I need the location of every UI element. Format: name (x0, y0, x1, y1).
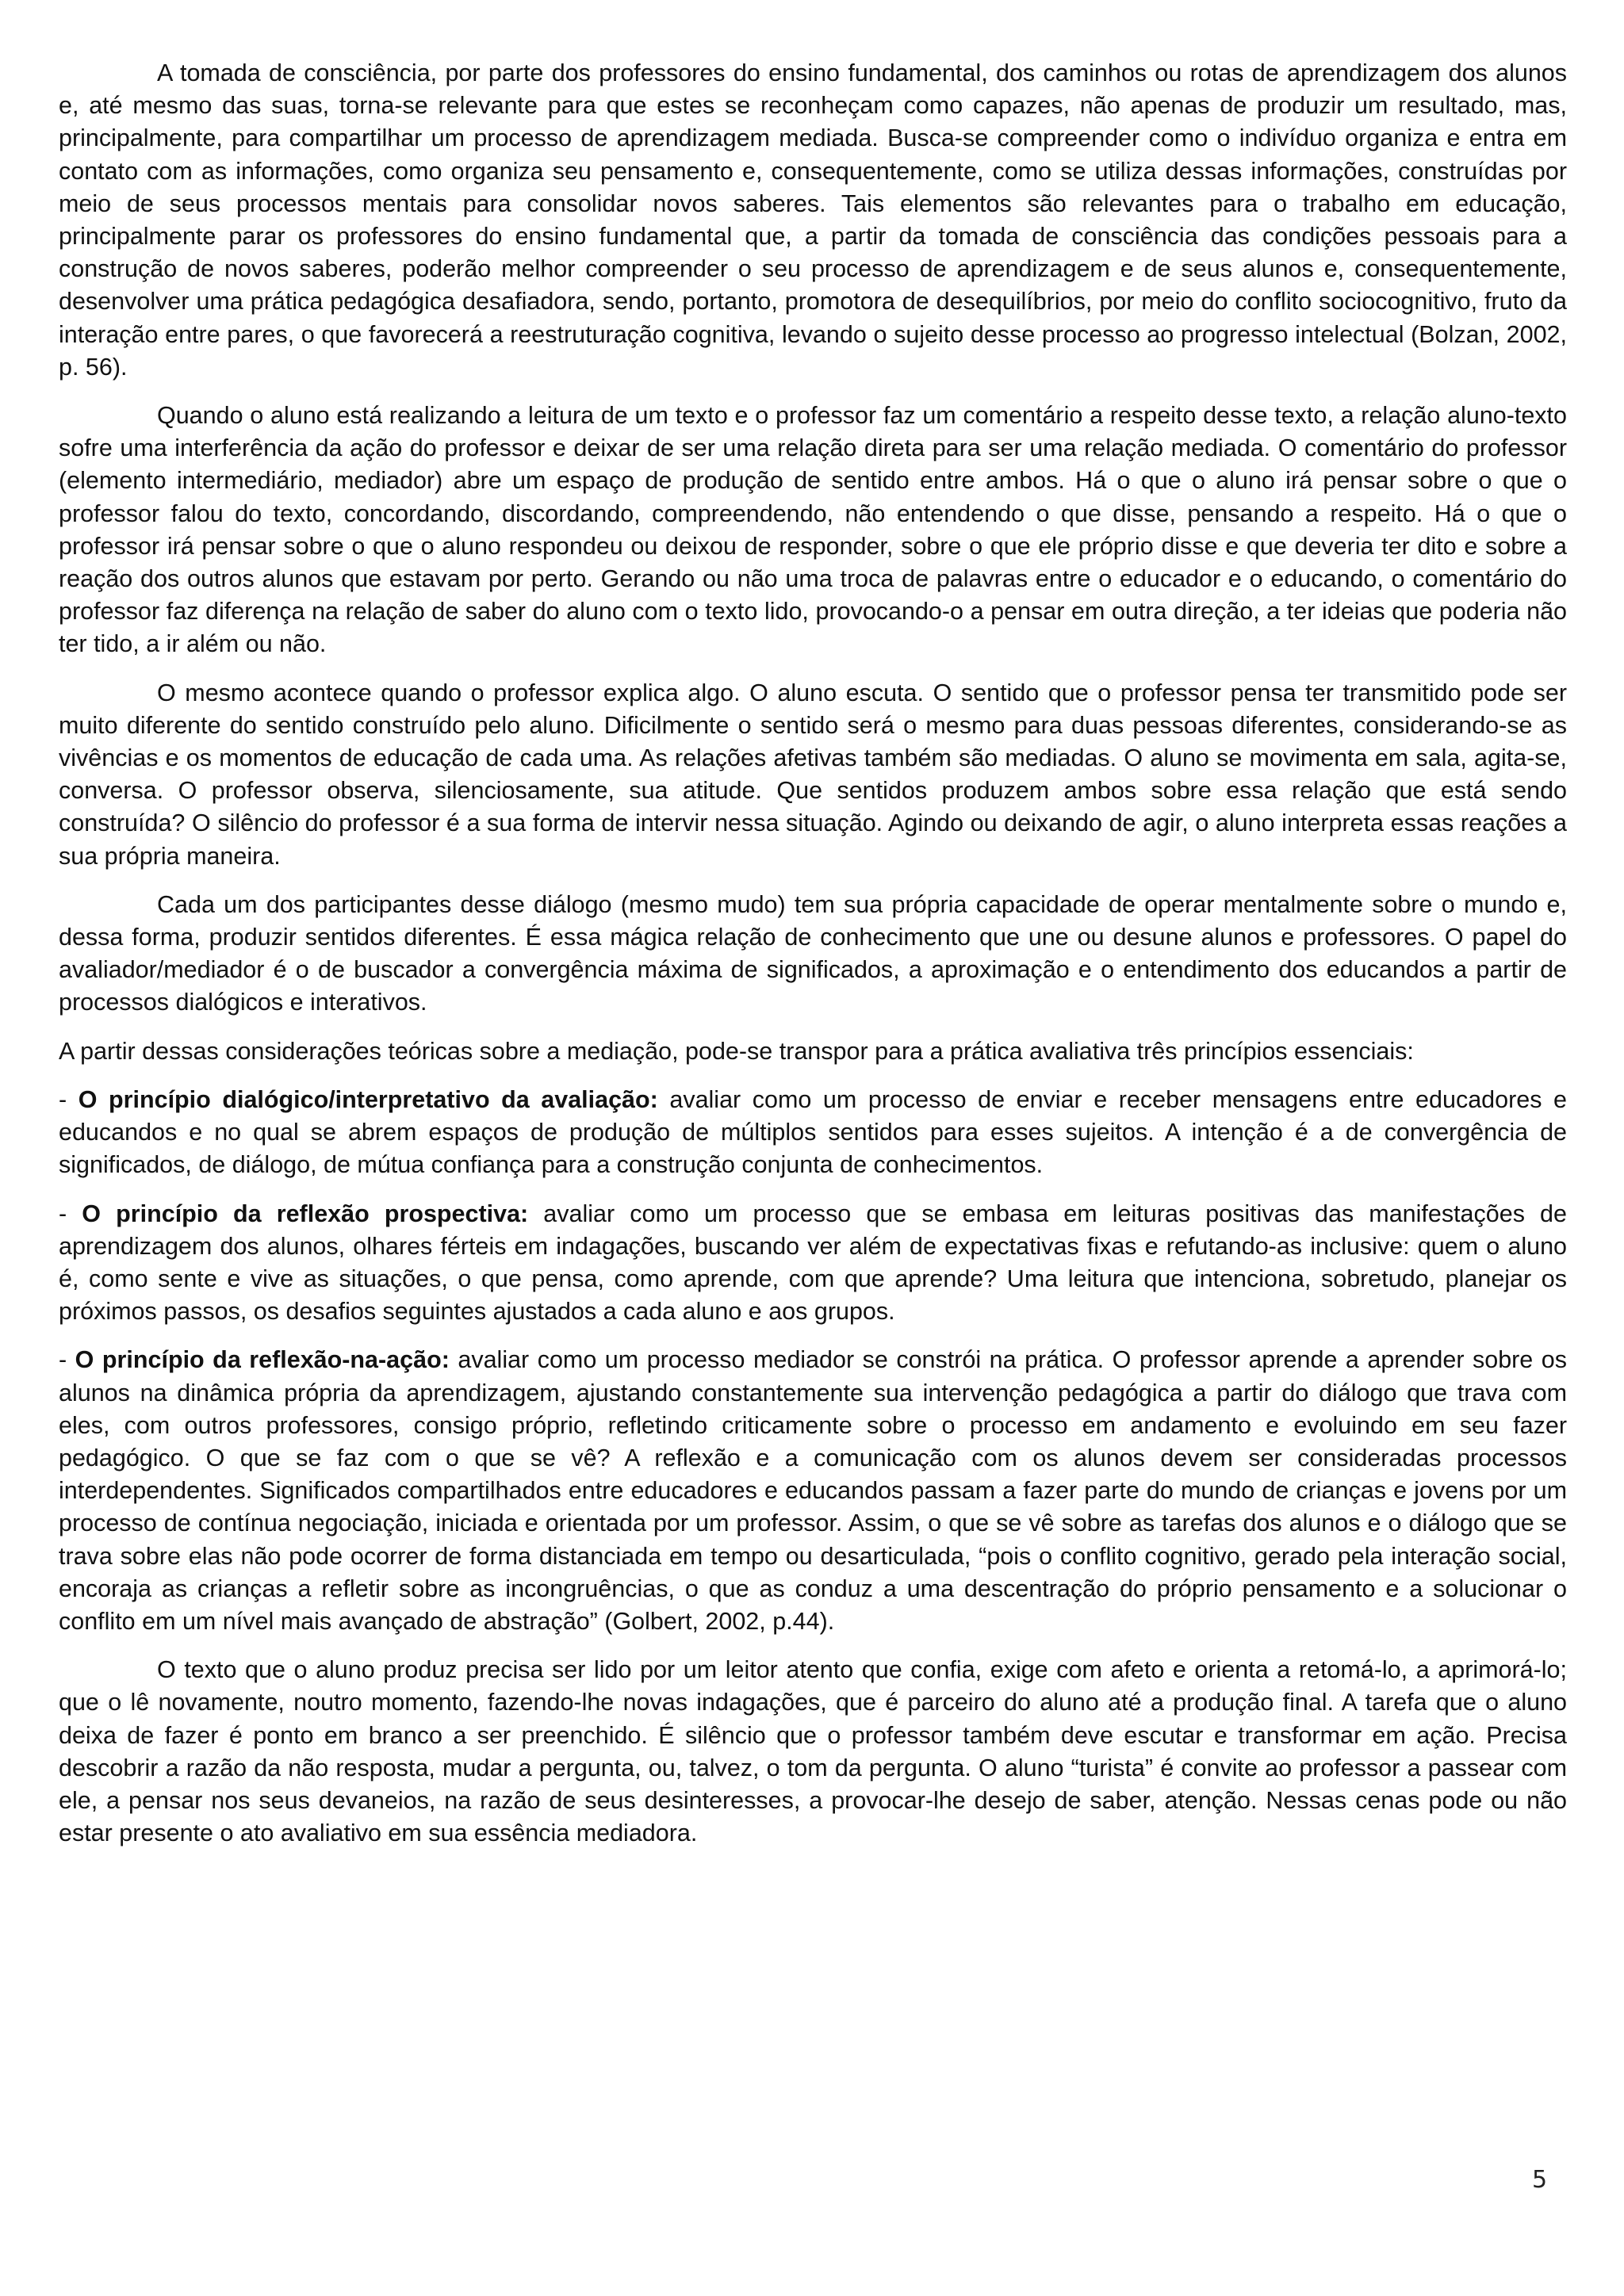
principle-reflexao-prospectiva (59, 1198, 1567, 1329)
principle-title: O princípio da reflexão-na-ação: (75, 1346, 450, 1374)
paragraph-texto-do-aluno (59, 1654, 1567, 1850)
page-number: 5 (1532, 2166, 1548, 2194)
paragraph-professor-explica (59, 677, 1567, 873)
paragraph-text: Quando o aluno está realizando a leitura de um texto e o professor faz um comentário a respeito desse texto, a relação aluno-texto sofre uma interferência da ação do professor e deixar de ser uma relação direta para ser uma relação mediada. O comentário do professor (elemento intermediário, mediador) abre um espaço de produção de sentido entre ambos. Há o que o aluno irá pensar sobre o que o professor falou do texto, concordando, discordando, compreendendo, não entendendo o que disse, pensando a respeito. Há o que o professor irá pensar sobre o que o aluno respondeu ou deixou de responder, sobre o que ele próprio disse e que deveria ter dito e sobre a reação dos outros alunos que estavam por perto. Gerando ou não uma troca de palavras entre o educador e o educando, o comentário do professor faz diferença na relação de saber do aluno com o texto lido, provocando-o a pensar em outra direção, a ter ideias que poderia não ter tido, a ir além ou não. (59, 402, 1567, 658)
paragraph-text: O texto que o aluno produz precisa ser lido por um leitor atento que confia, exige com afeto e orienta a retomá-lo, a aprimorá-lo; que o lê novamente, noutro momento, fazendo-lhe novas indagações, que é parceiro do aluno até a produção final. A tarefa que o aluno deixa de fazer é ponto em branco a ser preenchido. É silêncio que o professor também deve escutar e transformar em ação. Precisa descobrir a razão da não resposta, mudar a pergunta, ou, talvez, o tom da pergunta. O aluno “turista” é convite ao professor a passear com ele, a pensar nos seus devaneios, na razão de seus desinteresses, a provocar-lhe desejo de saber, atenção. Nessas cenas pode ou não estar presente o ato avaliativo em sua essência mediadora. (59, 1656, 1567, 1847)
principle-text: avaliar como um processo que se embasa em leituras positivas das manifestações de aprendizagem dos alunos, olhares férteis em indagações, buscando ver além de expectativas fixas e refutando-as inclusive: quem o aluno é, como sente e vive as situações, o que pensa, como aprende, com que aprende? Uma leitura que intenciona, sobretudo, planejar os próximos passos, os desafios seguintes ajustados a cada aluno e aos grupos. (59, 1200, 1567, 1326)
principle-dialogico (59, 1084, 1567, 1182)
paragraph-text: A tomada de consciência, por parte dos professores do ensino fundamental, dos caminhos ou rotas de aprendizagem dos alunos e, até mesmo das suas, torna-se relevante para que estes se reconheçam como capazes, não apenas de produzir um resultado, mas, principalmente, para compartilhar um processo de aprendizagem mediada. Busca-se compreender como o indivíduo organiza e entra em contato com as informações, como organiza seu pensamento e, consequentemente, como se utiliza dessas informações, construídas por meio de seus processos mentais para consolidar novos saberes. Tais elementos são relevantes para o trabalho em educação, principalmente parar os professores do ensino fundamental que, a partir da tomada de consciência das condições pessoais para a construção de novos saberes, poderão melhor compreender o seu processo de aprendizagem e de seus alunos e, consequentemente, desenvolver uma prática pedagógica desafiadora, sendo, portanto, promotora de desequilíbrios, por meio do conflito sociocognitivo, fruto da interação entre pares, o que favorecerá a reestruturação cognitiva, levando o sujeito desse processo ao progresso intelectual (Bolzan, 2002, p. 56). (59, 59, 1567, 381)
paragraph-text: O mesmo acontece quando o professor explica algo. O aluno escuta. O sentido que o professor pensa ter transmitido pode ser muito diferente do sentido construído pelo aluno. Dificilmente o sentido será o mesmo para duas pessoas diferentes, considerando-se as vivências e os momentos de educação de cada uma. As relações afetivas também são mediadas. O aluno se movimenta em sala, agita-se, conversa. O professor observa, silenciosamente, sua atitude. Que sentidos produzem ambos sobre essa relação que está sendo construída? O silêncio do professor é a sua forma de intervir nessa situação. Agindo ou deixando de agir, o aluno interpreta essas reações a sua própria maneira. (59, 679, 1567, 870)
paragraph-participantes-dialogo (59, 889, 1567, 1020)
bullet-dash: - (59, 1200, 82, 1227)
paragraph-text: A partir dessas considerações teóricas sobre a mediação, pode-se transpor para a prática avaliativa três princípios essenciais: (59, 1037, 1414, 1065)
paragraph-leitura-de-texto (59, 400, 1567, 661)
paragraph-tres-principios (59, 1035, 1567, 1068)
principle-reflexao-na-acao (59, 1344, 1567, 1638)
paragraph-tomada-de-consciencia (59, 57, 1567, 384)
bullet-dash: - (59, 1085, 79, 1113)
paragraph-text: Cada um dos participantes desse diálogo (mesmo mudo) tem sua própria capacidade de operar mentalmente sobre o mundo e, dessa forma, produzir sentidos diferentes. É essa mágica relação de conhecimento que une ou desune alunos e professores. O papel do avaliador/mediador é o de buscador a convergência máxima de significados, a aproximação e o entendimento dos educandos a partir de processos dialógicos e interativos. (59, 890, 1567, 1016)
document-page (59, 57, 1567, 1866)
principle-text: avaliar como um processo de enviar e receber mensagens entre educadores e educandos e no qual se abrem espaços de produção de múltiplos sentidos para esses sujeitos. A intenção é a de convergência de significados, de diálogo, de mútua confiança para a construção conjunta de conhecimentos. (59, 1085, 1567, 1179)
principle-title: O princípio da reflexão prospectiva: (82, 1200, 529, 1227)
bullet-dash: - (59, 1346, 75, 1374)
principle-text: avaliar como um processo mediador se constrói na prática. O professor aprende a aprender sobre os alunos na dinâmica própria da aprendizagem, ajustando constantemente sua intervenção pedagógica a partir do diálogo que trava com eles, com outros professores, consigo próprio, refletindo criticamente sobre o processo em andamento e evoluindo em seu fazer pedagógico. O que se faz com o que se vê? A reflexão e a comunicação com os alunos devem ser consideradas processos interdependentes. Significados compartilhados entre educadores e educandos passam a fazer parte do mundo de crianças e jovens por um processo de contínua negociação, iniciada e orientada por um professor. Assim, o que se vê sobre as tarefas dos alunos e o diálogo que se trava sobre elas não pode ocorrer de forma distanciada em tempo ou desarticulada, “pois o conflito cognitivo, gerado pela interação social, encoraja as crianças a refletir sobre as incongruências, o que as conduz a uma descentração do próprio pensamento e a solucionar o conflito em um nível mais avançado de abstração” (Golbert, 2002, p.44). (59, 1346, 1567, 1635)
principle-title: O princípio dialógico/interpretativo da avaliação: (78, 1085, 658, 1113)
